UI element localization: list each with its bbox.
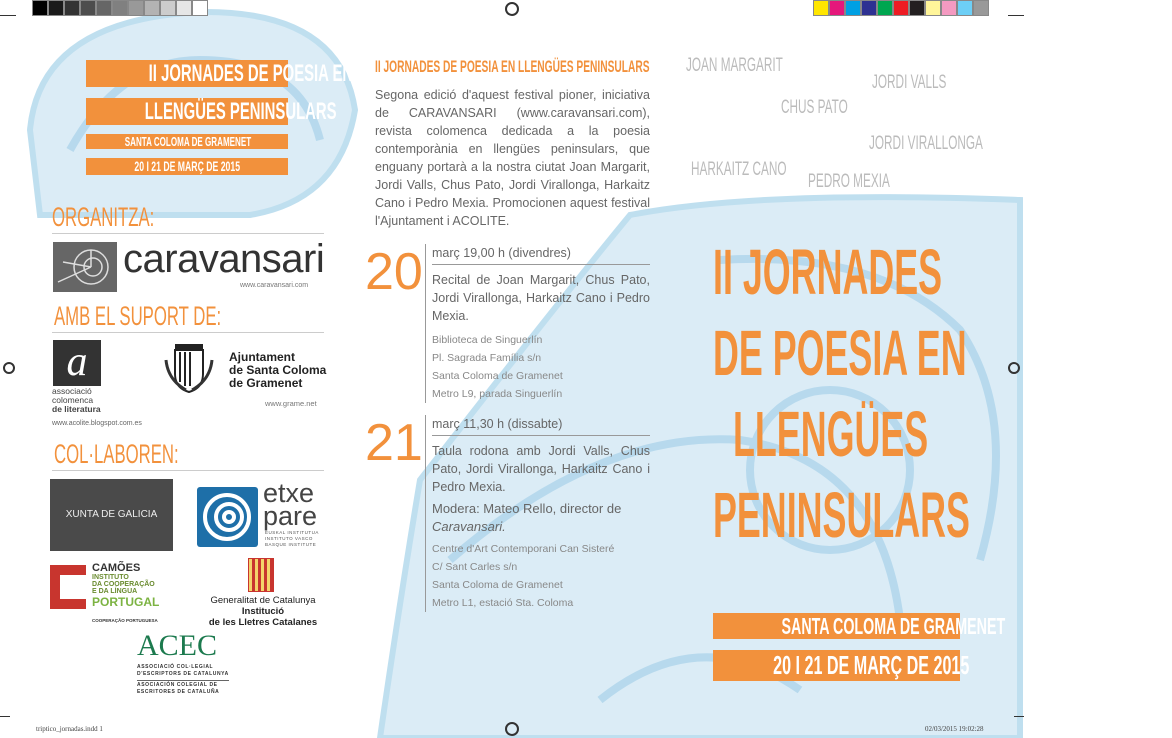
right-dates-banner: 20 I 21 DE MARÇ DE 2015	[713, 650, 960, 681]
xunta-de-galicia-logo: XUNTA DE GALICIA	[50, 479, 173, 551]
color-swatch	[160, 0, 176, 16]
crop-mark	[0, 716, 10, 717]
color-swatch	[925, 0, 941, 16]
event-21	[365, 415, 650, 612]
grayscale-bar	[32, 0, 208, 16]
suport-heading: AMB EL SUPORT DE:	[54, 301, 222, 331]
etxepare-logo-icon	[197, 487, 258, 547]
color-swatch	[48, 0, 64, 16]
caravansari-shell-logo	[53, 242, 117, 292]
event-2-moderator: Modera: Mateo Rello, director de Caravansari.	[432, 501, 622, 534]
etxepare-subtitle: EUSKAL INSTITUTUA INSTITUTO VASCO BASQUE INSTITUTE	[265, 530, 319, 547]
color-swatch	[973, 0, 989, 16]
generalitat-flag-icon	[248, 558, 274, 592]
slug-filename: triptico_jornadas.indd 1	[36, 725, 103, 733]
color-swatch	[192, 0, 208, 16]
intro-paragraph: Segona edició d'aquest festival pioner, iniciativa de CARAVANSARI (www.caravansari.com), revista colomenca dedicada a la poesia contemporània en llengües peninsulars, que enguany portarà a la nostra ciutat Joan Margarit, Jordi Valls, Chus Pato, Jordi Virallonga, Harkaitz Cano i Pedro Mexia. Promocionen aquest festival l'Ajuntament i ACOLITE.	[375, 88, 650, 228]
event-day-21: 21	[365, 414, 423, 472]
event-2-description: Taula rodona amb Jordi Valls, Chus Pato, Jordi Virallonga, Harkaitz Cano i Pedro Mexia.	[432, 444, 650, 494]
color-swatch	[96, 0, 112, 16]
cover-title-line-2: LLENGÜES PENINSULARS	[86, 98, 288, 125]
middle-panel	[365, 56, 650, 612]
event-2-venue: Centre d'Art Contemporani Can Sisteré C/ Sant Carles s/n Santa Coloma de Gramenet Metro L1, estació Sta. Coloma	[432, 543, 615, 609]
crop-mark	[0, 15, 16, 16]
poet-name: JOAN MARGARIT	[686, 55, 783, 76]
color-swatch	[128, 0, 144, 16]
event-2-time: març 11,30 h (dissabte)	[432, 415, 650, 436]
event-1-venue: Biblioteca de Singuerlín Pl. Sagrada Família s/n Santa Coloma de Gramenet Metro L9, parada Singuerlín	[432, 334, 563, 400]
cover-main-title: II JORNADES DE POESIA EN LLENGÜES PENINSULARS	[713, 236, 970, 551]
organitza-heading: ORGANITZA:	[52, 202, 155, 232]
col-laboren-heading: COL·LABOREN:	[54, 439, 179, 469]
caravansari-logo-text: caravansari	[123, 237, 325, 281]
poet-name: JORDI VALLS	[872, 72, 947, 93]
poet-name: JORDI VIRALLONGA	[869, 133, 983, 154]
crop-mark	[1014, 716, 1024, 717]
registration-mark-icon	[505, 722, 519, 736]
color-swatch	[80, 0, 96, 16]
etxepare-logo-text: etxe pare	[263, 478, 318, 531]
santa-coloma-coat-of-arms	[163, 340, 215, 394]
color-swatch	[957, 0, 973, 16]
color-swatch	[941, 0, 957, 16]
color-swatch	[813, 0, 829, 16]
color-swatch	[909, 0, 925, 16]
poet-name: PEDRO MEXIA	[808, 171, 890, 192]
cover-title-line-1: II JORNADES DE POESIA EN	[86, 60, 288, 87]
color-swatch	[877, 0, 893, 16]
cover-dates: 20 I 21 DE MARÇ DE 2015	[86, 158, 288, 175]
cover-place: SANTA COLOMA DE GRAMENET	[86, 134, 288, 149]
acolite-logo: a	[53, 340, 101, 386]
acolite-name: associació colomenca de literatura	[52, 386, 101, 414]
crop-mark	[1008, 15, 1024, 16]
camoes-subtitle: COOPERAÇÃO PORTUGUESA	[92, 618, 158, 623]
registration-mark-icon	[505, 2, 519, 16]
color-swatch	[144, 0, 160, 16]
color-swatch	[112, 0, 128, 16]
acec-subtitle: ASSOCIACIÓ COL·LEGIAL D'ESCRIPTORS DE CATALUNYA ASOCIACIÓN COLEGIAL DE ESCRITORES DE CATALUÑA	[137, 664, 229, 695]
color-swatch	[176, 0, 192, 16]
event-day-20: 20	[365, 243, 423, 301]
camoes-logo-icon	[50, 565, 86, 609]
event-1-time: març 19,00 h (divendres)	[432, 244, 650, 265]
right-place-banner: SANTA COLOMA DE GRAMENET	[713, 613, 960, 639]
poet-name: HARKAITZ CANO	[691, 159, 787, 180]
color-swatch	[845, 0, 861, 16]
event-20	[365, 244, 650, 403]
color-swatch	[829, 0, 845, 16]
acolite-url[interactable]: www.acolite.blogspot.com.es	[52, 420, 142, 427]
event-1-description: Recital de Joan Margarit, Chus Pato, Jordi Virallonga, Harkaitz Cano i Pedro Mexia.	[432, 273, 650, 323]
middle-heading: II JORNADES DE POESIA EN LLENGÜES PENINSULARS	[375, 57, 650, 76]
ajuntament-name: Ajuntament de Santa Coloma de Gramenet	[229, 350, 327, 390]
color-swatch	[861, 0, 877, 16]
poet-name: CHUS PATO	[781, 97, 848, 118]
color-swatch	[893, 0, 909, 16]
color-swatch	[32, 0, 48, 16]
camoes-logo-text: CAMÕES INSTITUTO DA COOPERAÇÃO E DA LÍNGUA PORTUGAL	[92, 562, 160, 609]
caravansari-url[interactable]: www.caravansari.com	[240, 282, 309, 289]
color-swatch	[64, 0, 80, 16]
slug-timestamp: 02/03/2015 19:02:28	[925, 725, 984, 733]
registration-mark-icon	[3, 362, 15, 374]
acec-logo: ACEC	[137, 629, 218, 662]
generalitat-ilc-logo: Generalitat de Catalunya Institució de les Lletres Catalanes	[208, 595, 318, 628]
grame-url[interactable]: www.grame.net	[265, 399, 317, 408]
color-bar	[813, 0, 989, 16]
